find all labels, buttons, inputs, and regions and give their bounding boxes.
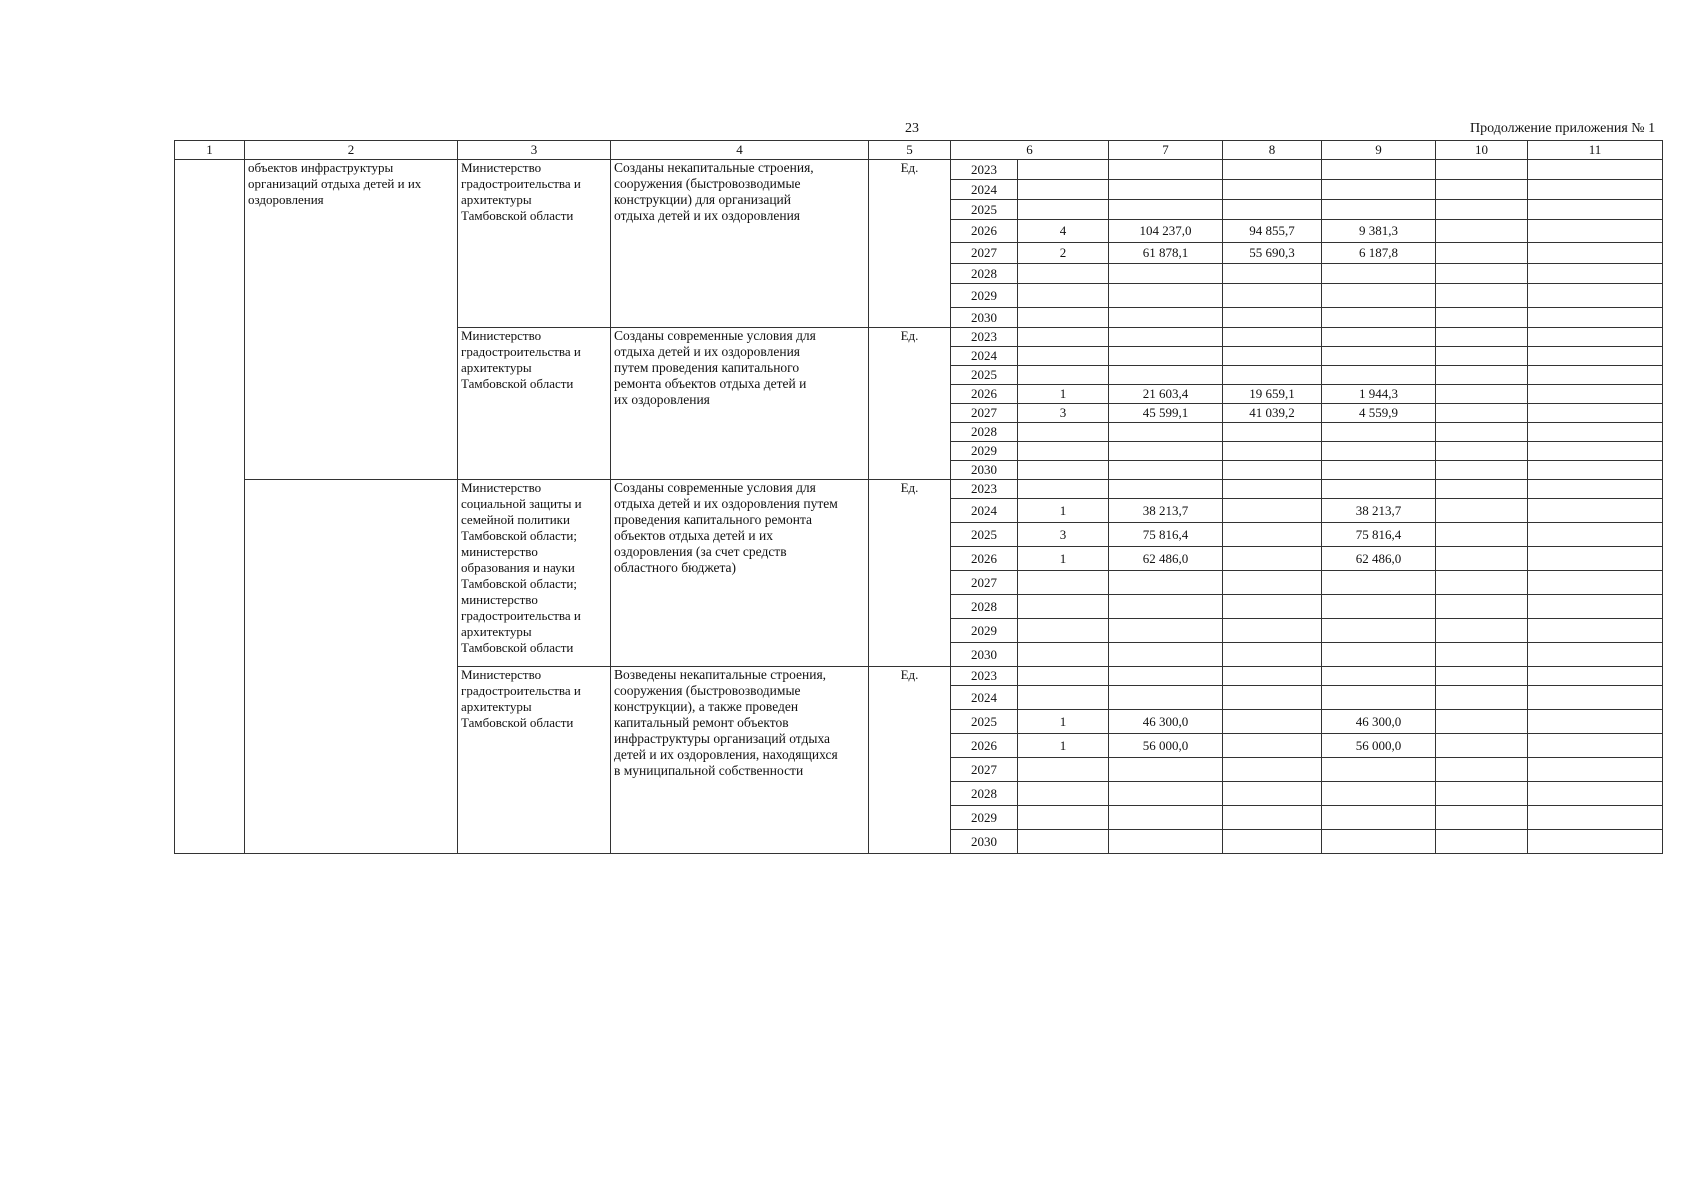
cell-col10 [1436,328,1528,347]
cell-col10 [1436,806,1528,830]
cell-col11 [1528,782,1663,806]
cell-regional [1322,782,1436,806]
cell-quantity [1018,284,1109,308]
cell-object-name [245,480,458,854]
appendix-continuation-label: Продолжение приложения № 1 [1470,121,1656,136]
cell-year: 2024 [951,499,1018,523]
cell-regional [1322,347,1436,366]
cell-result-description: Возведены некапитальные строения, сооружения (быстровозводимые конструкции), а также проведен капитальный ремонт объектов инфраструктуры организаций отдыха детей и их оздоровления, находящихся в муниципальной собственности [611,667,869,854]
cell-regional: 56 000,0 [1322,734,1436,758]
cell-col10 [1436,830,1528,854]
cell-year: 2024 [951,180,1018,200]
cell-total: 45 599,1 [1109,404,1223,423]
cell-total [1109,571,1223,595]
cell-total [1109,619,1223,643]
cell-col11 [1528,734,1663,758]
cell-federal [1223,480,1322,499]
cell-total [1109,643,1223,667]
cell-quantity [1018,758,1109,782]
cell-regional [1322,667,1436,686]
cell-year: 2030 [951,643,1018,667]
cell-col11 [1528,571,1663,595]
cell-unit: Ед. [869,480,951,667]
cell-federal [1223,284,1322,308]
cell-quantity [1018,308,1109,328]
cell-year: 2030 [951,308,1018,328]
cell-regional [1322,595,1436,619]
cell-federal [1223,643,1322,667]
cell-regional: 4 559,9 [1322,404,1436,423]
cell-quantity [1018,480,1109,499]
cell-col10 [1436,160,1528,180]
cell-federal [1223,571,1322,595]
header-col-6: 6 [951,141,1109,160]
cell-regional [1322,328,1436,347]
page-number: 23 [905,121,919,136]
header-col-11: 11 [1528,141,1663,160]
cell-year: 2027 [951,404,1018,423]
cell-total [1109,782,1223,806]
cell-col11 [1528,423,1663,442]
cell-quantity [1018,619,1109,643]
cell-col10 [1436,758,1528,782]
cell-quantity: 1 [1018,385,1109,404]
cell-year: 2024 [951,347,1018,366]
cell-federal [1223,328,1322,347]
cell-total [1109,442,1223,461]
cell-unit: Ед. [869,667,951,854]
cell-quantity [1018,686,1109,710]
cell-quantity [1018,595,1109,619]
cell-col11 [1528,243,1663,264]
appendix-table [174,140,1663,854]
cell-total: 62 486,0 [1109,547,1223,571]
cell-quantity [1018,806,1109,830]
cell-quantity [1018,442,1109,461]
cell-year: 2026 [951,547,1018,571]
cell-col10 [1436,571,1528,595]
cell-col10 [1436,347,1528,366]
cell-quantity [1018,461,1109,480]
cell-result-description: Созданы некапитальные строения, сооружения (быстровозводимые конструкции) для организаций отдыха детей и их оздоровления [611,160,869,328]
cell-regional [1322,643,1436,667]
cell-quantity [1018,180,1109,200]
cell-federal: 94 855,7 [1223,220,1322,243]
cell-col10 [1436,499,1528,523]
cell-quantity [1018,667,1109,686]
cell-col10 [1436,619,1528,643]
cell-col10 [1436,686,1528,710]
cell-federal [1223,667,1322,686]
cell-federal [1223,710,1322,734]
header-row [175,141,1663,160]
cell-total [1109,366,1223,385]
cell-col11 [1528,643,1663,667]
cell-col10 [1436,220,1528,243]
cell-col11 [1528,461,1663,480]
cell-unit: Ед. [869,160,951,328]
cell-col11 [1528,667,1663,686]
cell-col10 [1436,523,1528,547]
cell-federal [1223,308,1322,328]
cell-regional [1322,160,1436,180]
cell-responsible-ministry: Министерство социальной защиты и семейной политики Тамбовской области; министерство образования и науки Тамбовской области; министерство градостроительства и архитектуры Тамбовской области [458,480,611,667]
cell-year: 2029 [951,442,1018,461]
header-col-4: 4 [611,141,869,160]
cell-regional [1322,264,1436,284]
cell-col11 [1528,499,1663,523]
cell-year: 2030 [951,830,1018,854]
cell-regional [1322,806,1436,830]
cell-col10 [1436,734,1528,758]
cell-col11 [1528,284,1663,308]
cell-col11 [1528,686,1663,710]
cell-regional [1322,180,1436,200]
header-col-8: 8 [1223,141,1322,160]
cell-year: 2023 [951,667,1018,686]
cell-col11 [1528,160,1663,180]
cell-regional [1322,480,1436,499]
cell-total: 75 816,4 [1109,523,1223,547]
cell-federal [1223,523,1322,547]
cell-federal: 19 659,1 [1223,385,1322,404]
cell-year: 2029 [951,284,1018,308]
header-col-9: 9 [1322,141,1436,160]
cell-federal [1223,595,1322,619]
header-col-3: 3 [458,141,611,160]
cell-col11 [1528,264,1663,284]
cell-total [1109,667,1223,686]
cell-federal: 55 690,3 [1223,243,1322,264]
cell-quantity [1018,423,1109,442]
cell-col10 [1436,385,1528,404]
cell-federal [1223,423,1322,442]
cell-col11 [1528,328,1663,347]
cell-quantity [1018,328,1109,347]
cell-year: 2025 [951,710,1018,734]
cell-year: 2028 [951,782,1018,806]
cell-federal [1223,734,1322,758]
cell-col11 [1528,758,1663,782]
cell-federal [1223,782,1322,806]
cell-regional [1322,200,1436,220]
cell-col10 [1436,404,1528,423]
table-row [175,480,1663,499]
cell-quantity: 1 [1018,734,1109,758]
cell-federal [1223,180,1322,200]
cell-total [1109,160,1223,180]
cell-col10 [1436,710,1528,734]
cell-year: 2029 [951,619,1018,643]
cell-federal [1223,264,1322,284]
cell-col10 [1436,461,1528,480]
cell-unit: Ед. [869,328,951,480]
cell-total [1109,328,1223,347]
cell-quantity: 1 [1018,547,1109,571]
cell-col10 [1436,547,1528,571]
cell-col11 [1528,547,1663,571]
cell-total [1109,480,1223,499]
cell-total: 38 213,7 [1109,499,1223,523]
cell-col10 [1436,442,1528,461]
cell-regional: 75 816,4 [1322,523,1436,547]
cell-year: 2027 [951,243,1018,264]
cell-total [1109,264,1223,284]
cell-total: 104 237,0 [1109,220,1223,243]
cell-federal [1223,499,1322,523]
cell-total [1109,806,1223,830]
cell-total [1109,200,1223,220]
cell-regional: 9 381,3 [1322,220,1436,243]
cell-year: 2028 [951,595,1018,619]
cell-year: 2023 [951,160,1018,180]
cell-year: 2023 [951,480,1018,499]
cell-federal [1223,830,1322,854]
cell-quantity [1018,830,1109,854]
cell-col10 [1436,366,1528,385]
cell-regional: 46 300,0 [1322,710,1436,734]
cell-regional [1322,423,1436,442]
cell-year: 2024 [951,686,1018,710]
cell-quantity [1018,347,1109,366]
cell-col11 [1528,710,1663,734]
cell-col10 [1436,595,1528,619]
header-col-5: 5 [869,141,951,160]
table-row [175,160,1663,180]
cell-regional: 62 486,0 [1322,547,1436,571]
cell-year: 2030 [951,461,1018,480]
cell-regional [1322,758,1436,782]
cell-col10 [1436,200,1528,220]
cell-col11 [1528,830,1663,854]
cell-total [1109,347,1223,366]
cell-regional: 1 944,3 [1322,385,1436,404]
cell-col11 [1528,385,1663,404]
cell-col11 [1528,806,1663,830]
cell-responsible-ministry: Министерство градостроительства и архитектуры Тамбовской области [458,328,611,480]
cell-year: 2027 [951,571,1018,595]
cell-quantity: 3 [1018,523,1109,547]
cell-col10 [1436,243,1528,264]
cell-federal [1223,366,1322,385]
header-col-1: 1 [175,141,245,160]
cell-col10 [1436,782,1528,806]
cell-regional [1322,686,1436,710]
cell-federal: 41 039,2 [1223,404,1322,423]
cell-federal [1223,461,1322,480]
cell-result-description: Созданы современные условия для отдыха детей и их оздоровления путем проведения капитального ремонта объектов отдыха детей и их оздоровления (за счет средств областного бюджета) [611,480,869,667]
cell-regional [1322,366,1436,385]
header-col-10: 10 [1436,141,1528,160]
cell-regional [1322,830,1436,854]
cell-federal [1223,619,1322,643]
cell-col10 [1436,308,1528,328]
cell-year: 2027 [951,758,1018,782]
cell-col11 [1528,180,1663,200]
cell-col10 [1436,423,1528,442]
cell-col1-number [175,160,245,854]
cell-regional [1322,571,1436,595]
cell-year: 2026 [951,220,1018,243]
cell-col11 [1528,200,1663,220]
cell-col11 [1528,347,1663,366]
cell-federal [1223,442,1322,461]
cell-quantity: 2 [1018,243,1109,264]
cell-year: 2026 [951,734,1018,758]
cell-quantity [1018,264,1109,284]
cell-regional [1322,284,1436,308]
cell-total: 56 000,0 [1109,734,1223,758]
cell-federal [1223,200,1322,220]
cell-year: 2026 [951,385,1018,404]
cell-total [1109,595,1223,619]
cell-object-name: объектов инфраструктуры организаций отдыха детей и их оздоровления [245,160,458,480]
cell-col10 [1436,264,1528,284]
cell-total: 21 603,4 [1109,385,1223,404]
cell-federal [1223,160,1322,180]
cell-year: 2023 [951,328,1018,347]
cell-total [1109,461,1223,480]
cell-total [1109,180,1223,200]
cell-col10 [1436,480,1528,499]
cell-col11 [1528,220,1663,243]
cell-total [1109,423,1223,442]
cell-quantity [1018,782,1109,806]
cell-responsible-ministry: Министерство градостроительства и архитектуры Тамбовской области [458,160,611,328]
cell-quantity: 3 [1018,404,1109,423]
cell-year: 2028 [951,264,1018,284]
cell-quantity [1018,160,1109,180]
cell-quantity [1018,643,1109,667]
cell-regional: 6 187,8 [1322,243,1436,264]
cell-regional [1322,619,1436,643]
cell-col11 [1528,523,1663,547]
cell-col11 [1528,442,1663,461]
cell-quantity [1018,366,1109,385]
cell-federal [1223,547,1322,571]
header-col-7: 7 [1109,141,1223,160]
cell-col11 [1528,308,1663,328]
cell-col10 [1436,667,1528,686]
cell-col11 [1528,480,1663,499]
cell-col10 [1436,180,1528,200]
cell-col11 [1528,595,1663,619]
cell-federal [1223,686,1322,710]
cell-year: 2028 [951,423,1018,442]
cell-regional [1322,461,1436,480]
cell-regional: 38 213,7 [1322,499,1436,523]
cell-quantity: 1 [1018,499,1109,523]
cell-total [1109,686,1223,710]
cell-year: 2025 [951,523,1018,547]
cell-quantity: 1 [1018,710,1109,734]
cell-col10 [1436,643,1528,667]
cell-total [1109,308,1223,328]
cell-year: 2025 [951,366,1018,385]
cell-federal [1223,806,1322,830]
cell-col11 [1528,404,1663,423]
table-body [175,160,1663,854]
cell-col11 [1528,366,1663,385]
cell-year: 2029 [951,806,1018,830]
cell-regional [1322,308,1436,328]
cell-total [1109,758,1223,782]
cell-total [1109,284,1223,308]
cell-quantity [1018,571,1109,595]
header-col-2: 2 [245,141,458,160]
cell-total [1109,830,1223,854]
cell-col10 [1436,284,1528,308]
cell-year: 2025 [951,200,1018,220]
cell-total: 61 878,1 [1109,243,1223,264]
cell-federal [1223,758,1322,782]
cell-col11 [1528,619,1663,643]
cell-responsible-ministry: Министерство градостроительства и архитектуры Тамбовской области [458,667,611,854]
cell-total: 46 300,0 [1109,710,1223,734]
cell-result-description: Созданы современные условия для отдыха детей и их оздоровления путем проведения капитального ремонта объектов отдыха детей и их оздоровления [611,328,869,480]
cell-federal [1223,347,1322,366]
cell-quantity [1018,200,1109,220]
cell-quantity: 4 [1018,220,1109,243]
cell-regional [1322,442,1436,461]
